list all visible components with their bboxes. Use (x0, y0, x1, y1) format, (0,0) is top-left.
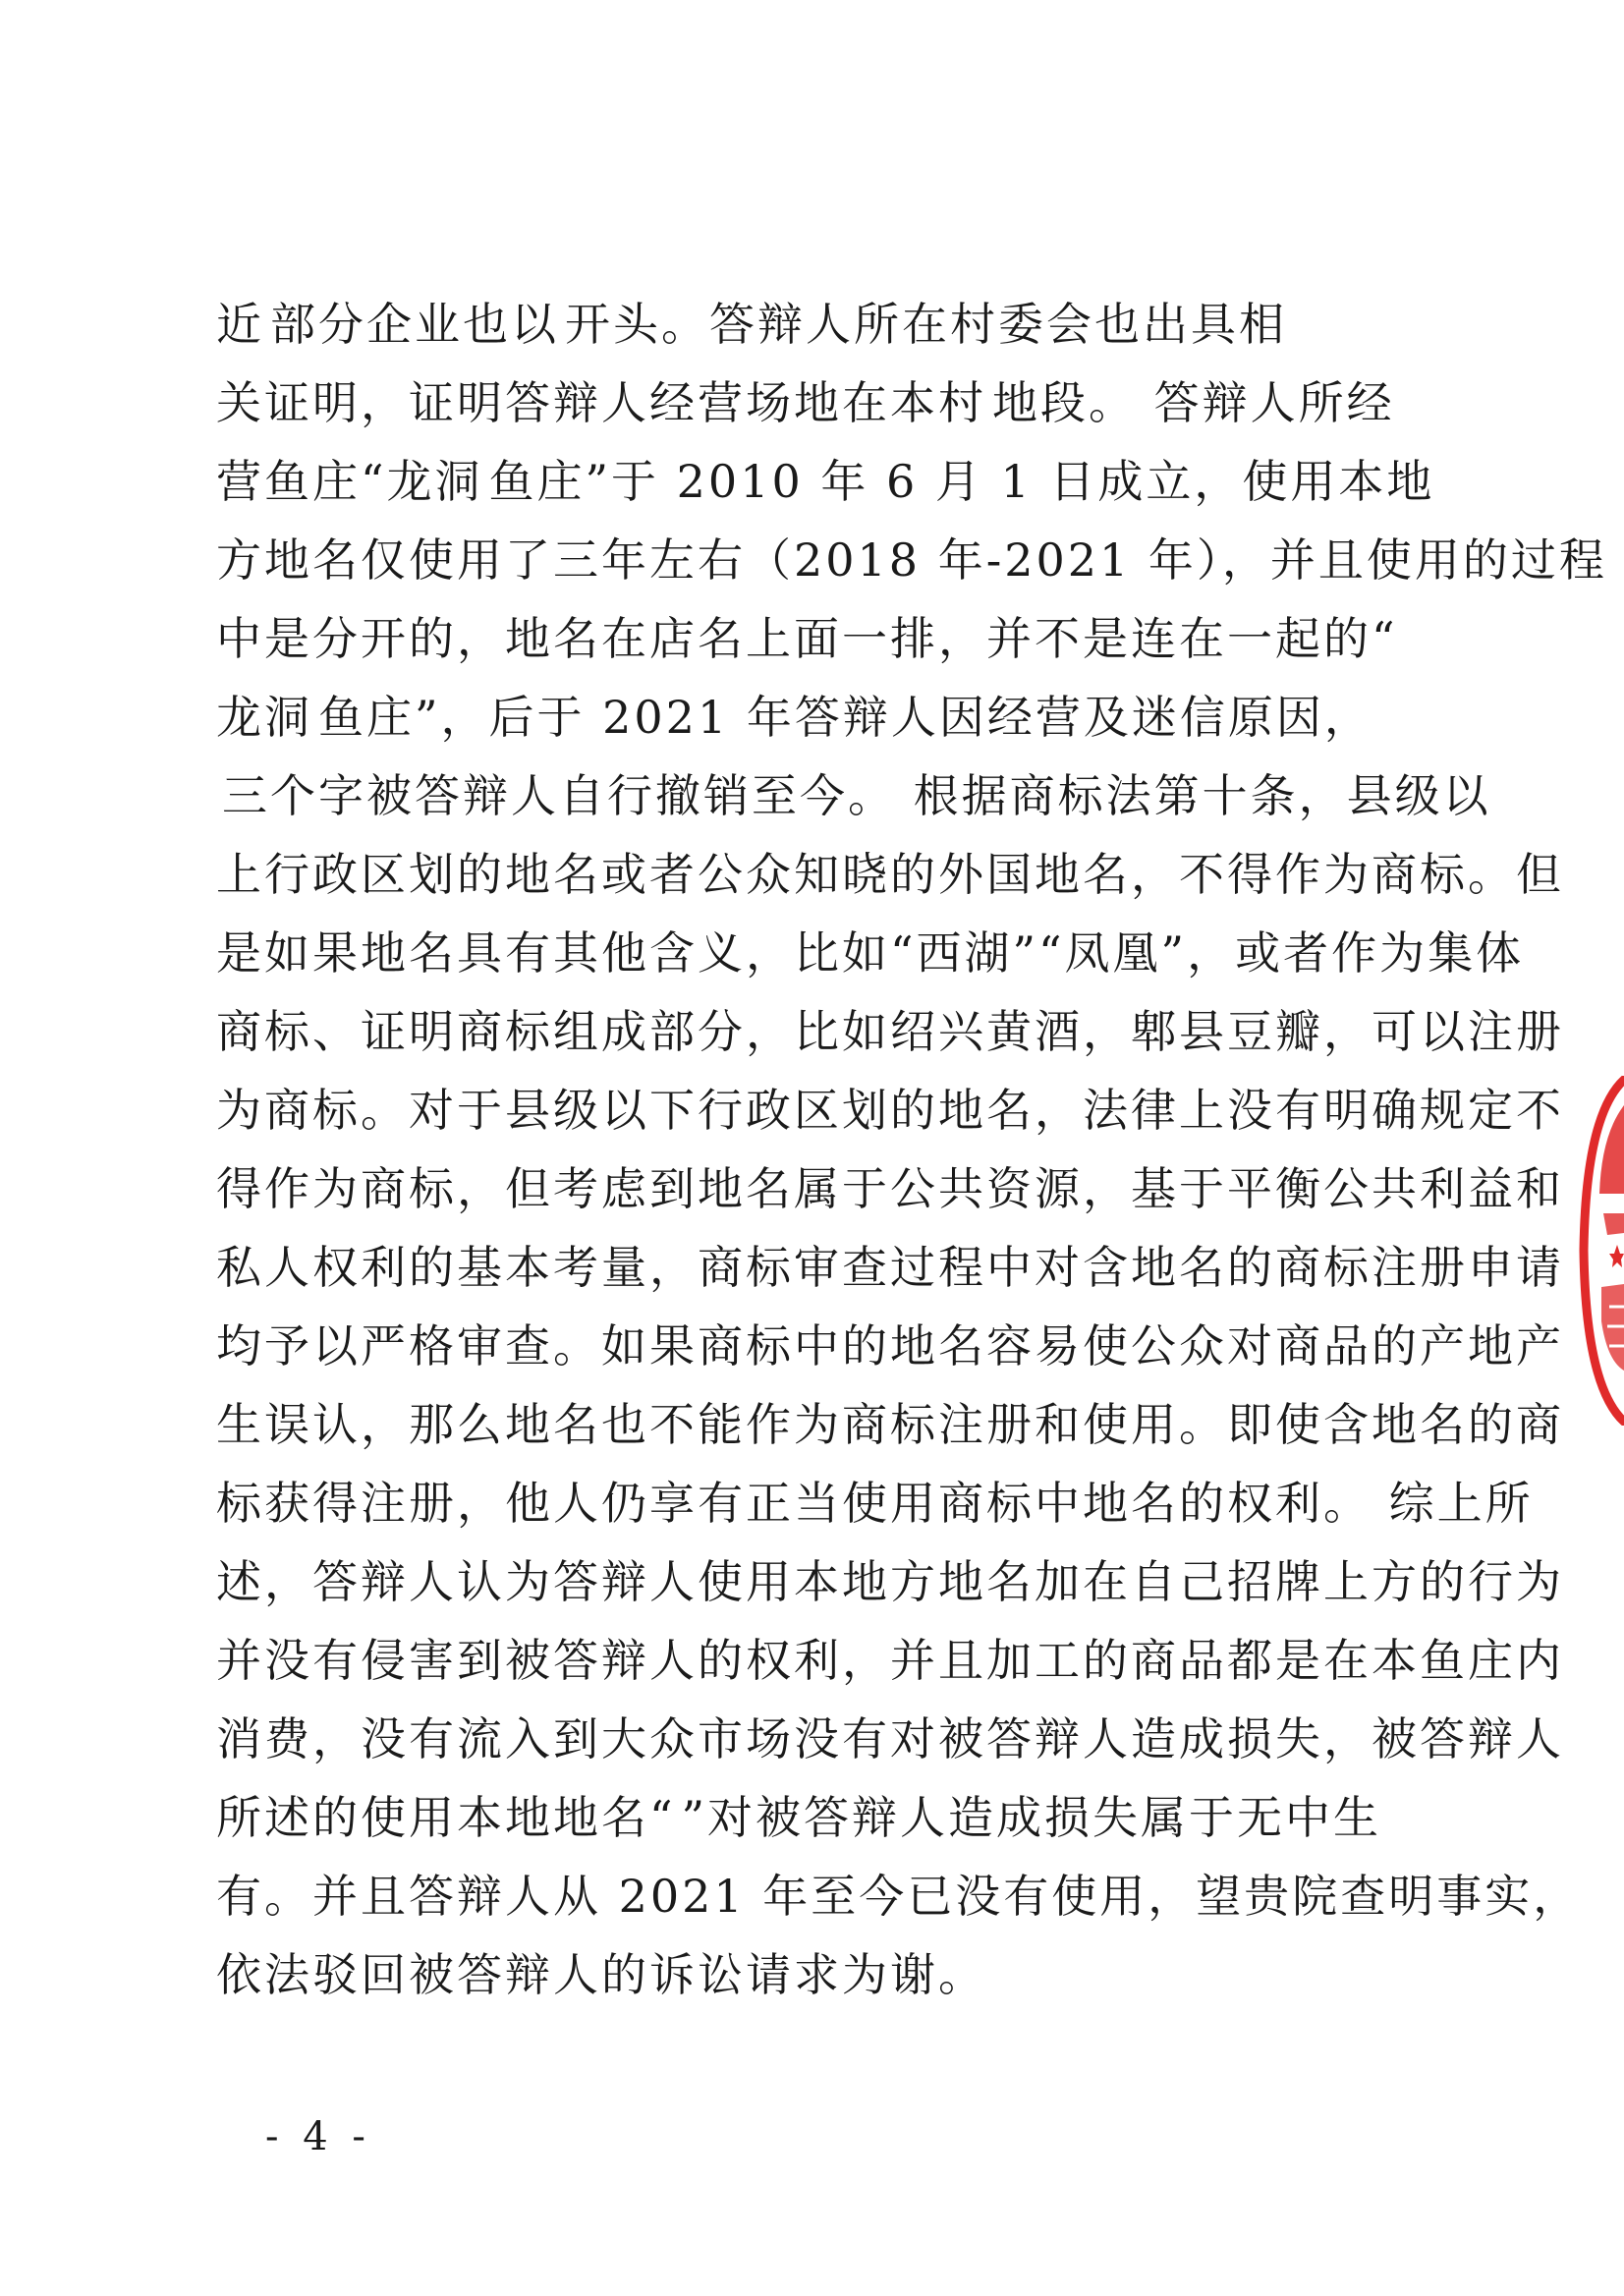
text-line: 所述的使用本地地名“ ”对被答辩人造成损失属于无中生 (216, 1791, 1382, 1844)
text-line: 中是分开的，地名在店名上面一排，并不是连在一起的“ (216, 612, 1398, 665)
text-line: 营鱼庄“龙洞 鱼庄”于 2010 年 6 月 1 日成立，使用本地 (216, 455, 1435, 508)
text-line: 龙洞 鱼庄”，后于 2021 年答辩人因经营及迷信原因， (216, 691, 1372, 744)
text-line: 得作为商标，但考虑到地名属于公共资源，基于平衡公共利益和 (216, 1162, 1564, 1215)
text-line: 生误认，那么地名也不能作为商标注册和使用。即使含地名的商 (216, 1398, 1564, 1451)
text-line: 标获得注册，他人仍享有正当使用商标中地名的权利。 综上所 (216, 1477, 1534, 1530)
text-line: 三个字被答辩人自行撤销至今。 根据商标法第十条，县级以 (222, 769, 1491, 822)
official-seal-fragment (1572, 1076, 1624, 1426)
text-line: 方地名仅使用了三年左右（2018 年-2021 年），并且使用的过程 (216, 533, 1607, 587)
text-line: 关证明，证明答辩人经营场地在本村 地段。 答辩人所经 (216, 376, 1395, 429)
text-line: 私人权利的基本考量，商标审查过程中对含地名的商标注册申请 (216, 1241, 1564, 1294)
text-line: 为商标。对于县级以下行政区划的地名，法律上没有明确规定不 (216, 1084, 1564, 1137)
text-line: 是如果地名具有其他含义，比如“西湖”“凤凰”，或者作为集体 (216, 926, 1525, 980)
text-line: 并没有侵害到被答辩人的权利，并且加工的商品都是在本鱼庄内 (216, 1634, 1564, 1687)
text-line: 有。并且答辩人从 2021 年至今已没有使用，望贵院查明事实， (216, 1870, 1582, 1923)
text-line: 上行政区划的地名或者公众知晓的外国地名，不得作为商标。但 (216, 848, 1564, 901)
text-line: 述，答辩人认为答辩人使用本地方地名加在自己招牌上方的行为 (216, 1555, 1564, 1608)
text-line: 商标、证明商标组成部分，比如绍兴黄酒，郫县豆瓣，可以注册 (216, 1005, 1564, 1058)
text-line: 依法驳回被答辩人的诉讼请求为谢。 (216, 1948, 986, 2001)
page-number: - 4 - (265, 2114, 371, 2159)
text-line: 均予以严格审查。如果商标中的地名容易使公众对商品的产地产 (216, 1319, 1564, 1372)
text-line: 消费，没有流入到大众市场没有对被答辩人造成损失，被答辩人 (216, 1712, 1564, 1765)
text-line: 近 部分企业也以 开头。答辩人所在村委会也出具相 (216, 298, 1287, 351)
